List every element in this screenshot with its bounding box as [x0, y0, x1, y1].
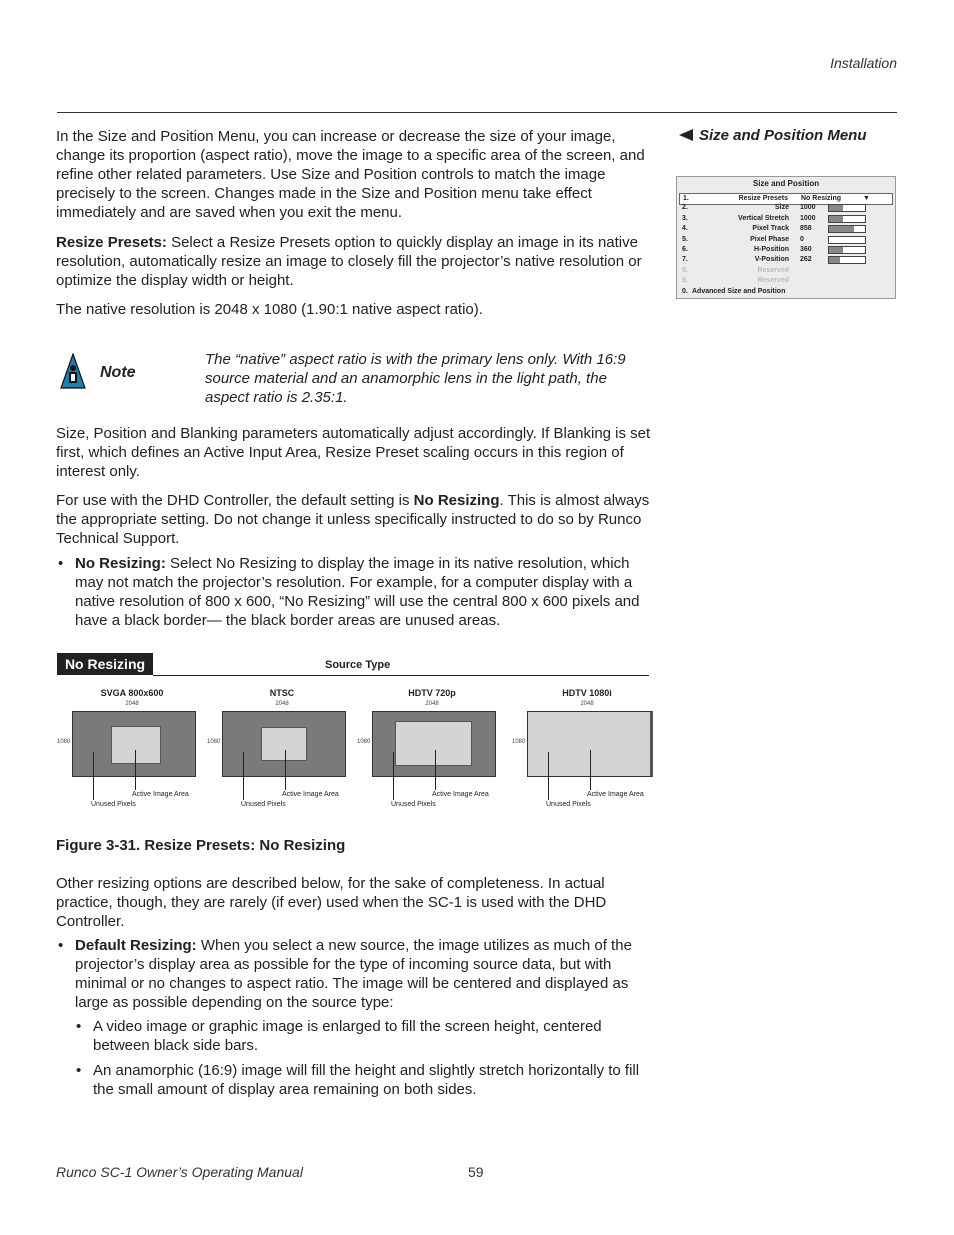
slider-fill	[829, 205, 843, 211]
menu-row[interactable]	[679, 224, 893, 234]
other-paragraph: Other resizing options are described below, for the sake of completeness. In actual practice, though, they are rarely (if ever) used when the SC-1 is used with the DHD Controller.	[56, 875, 607, 930]
dhd-pre: For use with the DHD Controller, the default setting is	[56, 492, 414, 509]
panel-title: SVGA 800x600	[100, 688, 164, 698]
menu-row[interactable]	[679, 276, 893, 286]
panel-title: HDTV 720p	[408, 688, 456, 698]
width-label: 2048	[425, 701, 439, 707]
footer-manual-title: Runco SC-1 Owner’s Operating Manual	[56, 1164, 303, 1180]
slider-fill	[829, 247, 843, 253]
dhd-paragraph	[56, 491, 656, 548]
screen-area	[72, 711, 196, 777]
active-image-area-label: Active Image Area	[587, 791, 644, 798]
menu-row-number: 2.	[682, 204, 688, 212]
menu-row-number: 0.	[682, 287, 688, 295]
bullet-dot: •	[76, 1062, 82, 1079]
unused-pointer-line	[548, 752, 549, 800]
no-resizing-text: Select No Resizing to display the image in its native resolution, which may not match the projector’s resolution. For example, for a computer display with a native resolution of 800 x 600, “No Resizing” will use the central 800 x 600 pixels and have a black border— the black border areas are unused areas.	[75, 555, 640, 629]
menu-row-label: Pixel Phase	[750, 235, 789, 243]
bullet-dot: •	[76, 1018, 82, 1035]
active-image-area-label: Active Image Area	[282, 791, 339, 798]
slider-bar[interactable]	[828, 246, 866, 254]
bullet-dot: •	[58, 937, 64, 954]
unused-pixels-label: Unused Pixels	[241, 801, 286, 808]
slider-fill	[829, 226, 854, 232]
menu-row-label: Advanced Size and Position	[692, 287, 786, 295]
slider-bar[interactable]	[828, 225, 866, 233]
width-label: 2048	[580, 701, 594, 707]
native-resolution-paragraph: The native resolution is 2048 x 1080 (1.90:1 native aspect ratio).	[56, 301, 483, 318]
slider-bar[interactable]	[828, 256, 866, 264]
height-label: 1080	[512, 739, 526, 745]
menu-row[interactable]	[679, 214, 893, 224]
active-pointer-line	[435, 750, 436, 790]
unused-pointer-line	[243, 752, 244, 800]
menu-row-number: 4.	[682, 225, 688, 233]
screen-area	[222, 711, 346, 777]
blanking-paragraph: Size, Position and Blanking parameters automatically adjust accordingly. If Blanking is set first, which defines an Active Input Area, Resize Preset scaling occurs in this region of interest only.	[56, 425, 651, 480]
menu-row[interactable]	[679, 266, 893, 276]
menu-row-number: 1.	[683, 195, 689, 202]
triangle-left-icon	[679, 129, 693, 141]
unused-pixels-label: Unused Pixels	[91, 801, 136, 808]
active-image-area	[111, 726, 161, 764]
resize-presets-paragraph	[56, 233, 656, 290]
note-icon	[60, 353, 86, 389]
unused-pixels-label: Unused Pixels	[546, 801, 591, 808]
height-label: 1080	[357, 739, 371, 745]
size-position-menu	[676, 176, 896, 299]
no-resizing-label: No Resizing:	[75, 555, 166, 572]
note-text: The “native” aspect ratio is with the primary lens only. With 16:9 source material and an anamorphic lens in the light path, the aspect ratio is 2.35:1.	[205, 351, 626, 406]
menu-row-label: Reserved	[757, 266, 789, 274]
width-label: 2048	[275, 701, 289, 707]
bullet-dot: •	[58, 555, 64, 572]
active-image-area	[395, 721, 472, 766]
menu-row-label: Size	[774, 204, 789, 212]
unused-pointer-line	[393, 752, 394, 800]
default-resizing-text: When you select a new source, the image utilizes as much of the projector’s display area as possible for the type of incoming source data, but with minimal or no changes to aspect ratio. The image will be centered and displayed as large as possible depending on the source type:	[75, 937, 632, 1011]
height-label: 1080	[207, 739, 221, 745]
menu-row-number: 7.	[682, 256, 688, 264]
active-image-area-label: Active Image Area	[132, 791, 189, 798]
figure-caption: Figure 3-31. Resize Presets: No Resizing	[56, 837, 346, 854]
running-header: Installation	[830, 55, 897, 71]
menu-row-number: 9.	[682, 277, 688, 285]
sub-bullet-text: A video image or graphic image is enlarged to fill the screen height, centered between black side bars.	[93, 1018, 602, 1054]
active-image-area	[261, 727, 307, 761]
menu-row-value: 360	[800, 246, 812, 253]
menu-row-number: 3.	[682, 214, 688, 222]
intro-paragraph: In the Size and Position Menu, you can increase or decrease the size of your image, change its proportion (aspect ratio), move the image to a specific area of the screen, and refine other related parameters. Use Size and Position controls to match the image precisely to the screen. Changes made in the Size and Position menu take effect immediately and are saved when you exit the menu.	[56, 128, 645, 221]
menu-row-value: 0	[800, 235, 804, 243]
figure-label-box: No Resizing	[57, 653, 153, 675]
menu-row-value: No Resizing	[801, 195, 842, 202]
dhd-post: . This is almost always the appropriate setting. Do not change it unless specifically instructed to do so by Runco Technical Support.	[56, 492, 650, 547]
screen-area	[372, 711, 496, 777]
menu-row-value: 858	[800, 225, 812, 233]
panel-title: NTSC	[269, 688, 295, 698]
slider-bar[interactable]	[828, 236, 866, 244]
dhd-bold: No Resizing	[413, 492, 500, 509]
menu-row-label: Vertical Stretch	[738, 214, 789, 222]
default-resizing-label: Default Resizing:	[75, 937, 197, 954]
slider-fill	[829, 257, 840, 263]
dropdown-arrow-icon[interactable]: ▼	[863, 195, 870, 202]
resize-presets-label: Resize Presets:	[56, 234, 167, 251]
side-title-text: Size and Position Menu	[699, 127, 867, 144]
menu-row-label: Reserved	[757, 277, 789, 285]
source-type-label: Source Type	[325, 659, 391, 671]
menu-row-value: 262	[800, 256, 812, 264]
menu-row[interactable]	[679, 287, 893, 297]
unused-pointer-line	[93, 752, 94, 800]
menu-row[interactable]	[679, 235, 893, 245]
header-rule	[57, 112, 897, 113]
slider-bar[interactable]	[828, 215, 866, 223]
active-pointer-line	[135, 750, 136, 790]
unused-pixels-label: Unused Pixels	[391, 801, 436, 808]
menu-row-number: 6.	[682, 246, 688, 253]
menu-row-number: 5.	[682, 235, 688, 243]
menu-row[interactable]	[679, 245, 893, 255]
active-pointer-line	[590, 750, 591, 790]
menu-title: Size and Position	[752, 179, 820, 188]
panel-title: HDTV 1080i	[562, 688, 612, 698]
width-label: 2048	[125, 701, 139, 707]
sub-bullet-text: An anamorphic (16:9) image will fill the height and slightly stretch horizontally to fill the small amount of display area remaining on both sides.	[93, 1062, 640, 1098]
figure-rule	[153, 675, 649, 676]
slider-fill	[829, 216, 843, 222]
resize-presets-text: Select a Resize Presets option to quickly display an image in its native resolution, automatically resize an image to closely fill the projector’s native resolution or optimize the display width or height.	[56, 234, 642, 289]
menu-row[interactable]	[679, 255, 893, 265]
page-number: 59	[468, 1164, 484, 1180]
menu-row[interactable]	[679, 203, 893, 213]
note-label: Note	[100, 364, 136, 381]
menu-row-number: 8.	[682, 266, 688, 274]
menu-row-label: Pixel Track	[752, 225, 789, 233]
menu-row-label: H-Position	[754, 246, 789, 253]
height-label: 1080	[57, 739, 71, 745]
menu-row-label: V-Position	[754, 256, 789, 264]
slider-bar[interactable]	[828, 204, 866, 212]
side-title	[679, 127, 867, 144]
active-image-area-label: Active Image Area	[432, 791, 489, 798]
active-image-area	[528, 712, 647, 775]
menu-row-label: Resize Presets	[738, 195, 788, 202]
active-pointer-line	[285, 750, 286, 790]
menu-row-value: 1000	[800, 204, 816, 212]
menu-row-value: 1000	[800, 214, 816, 222]
